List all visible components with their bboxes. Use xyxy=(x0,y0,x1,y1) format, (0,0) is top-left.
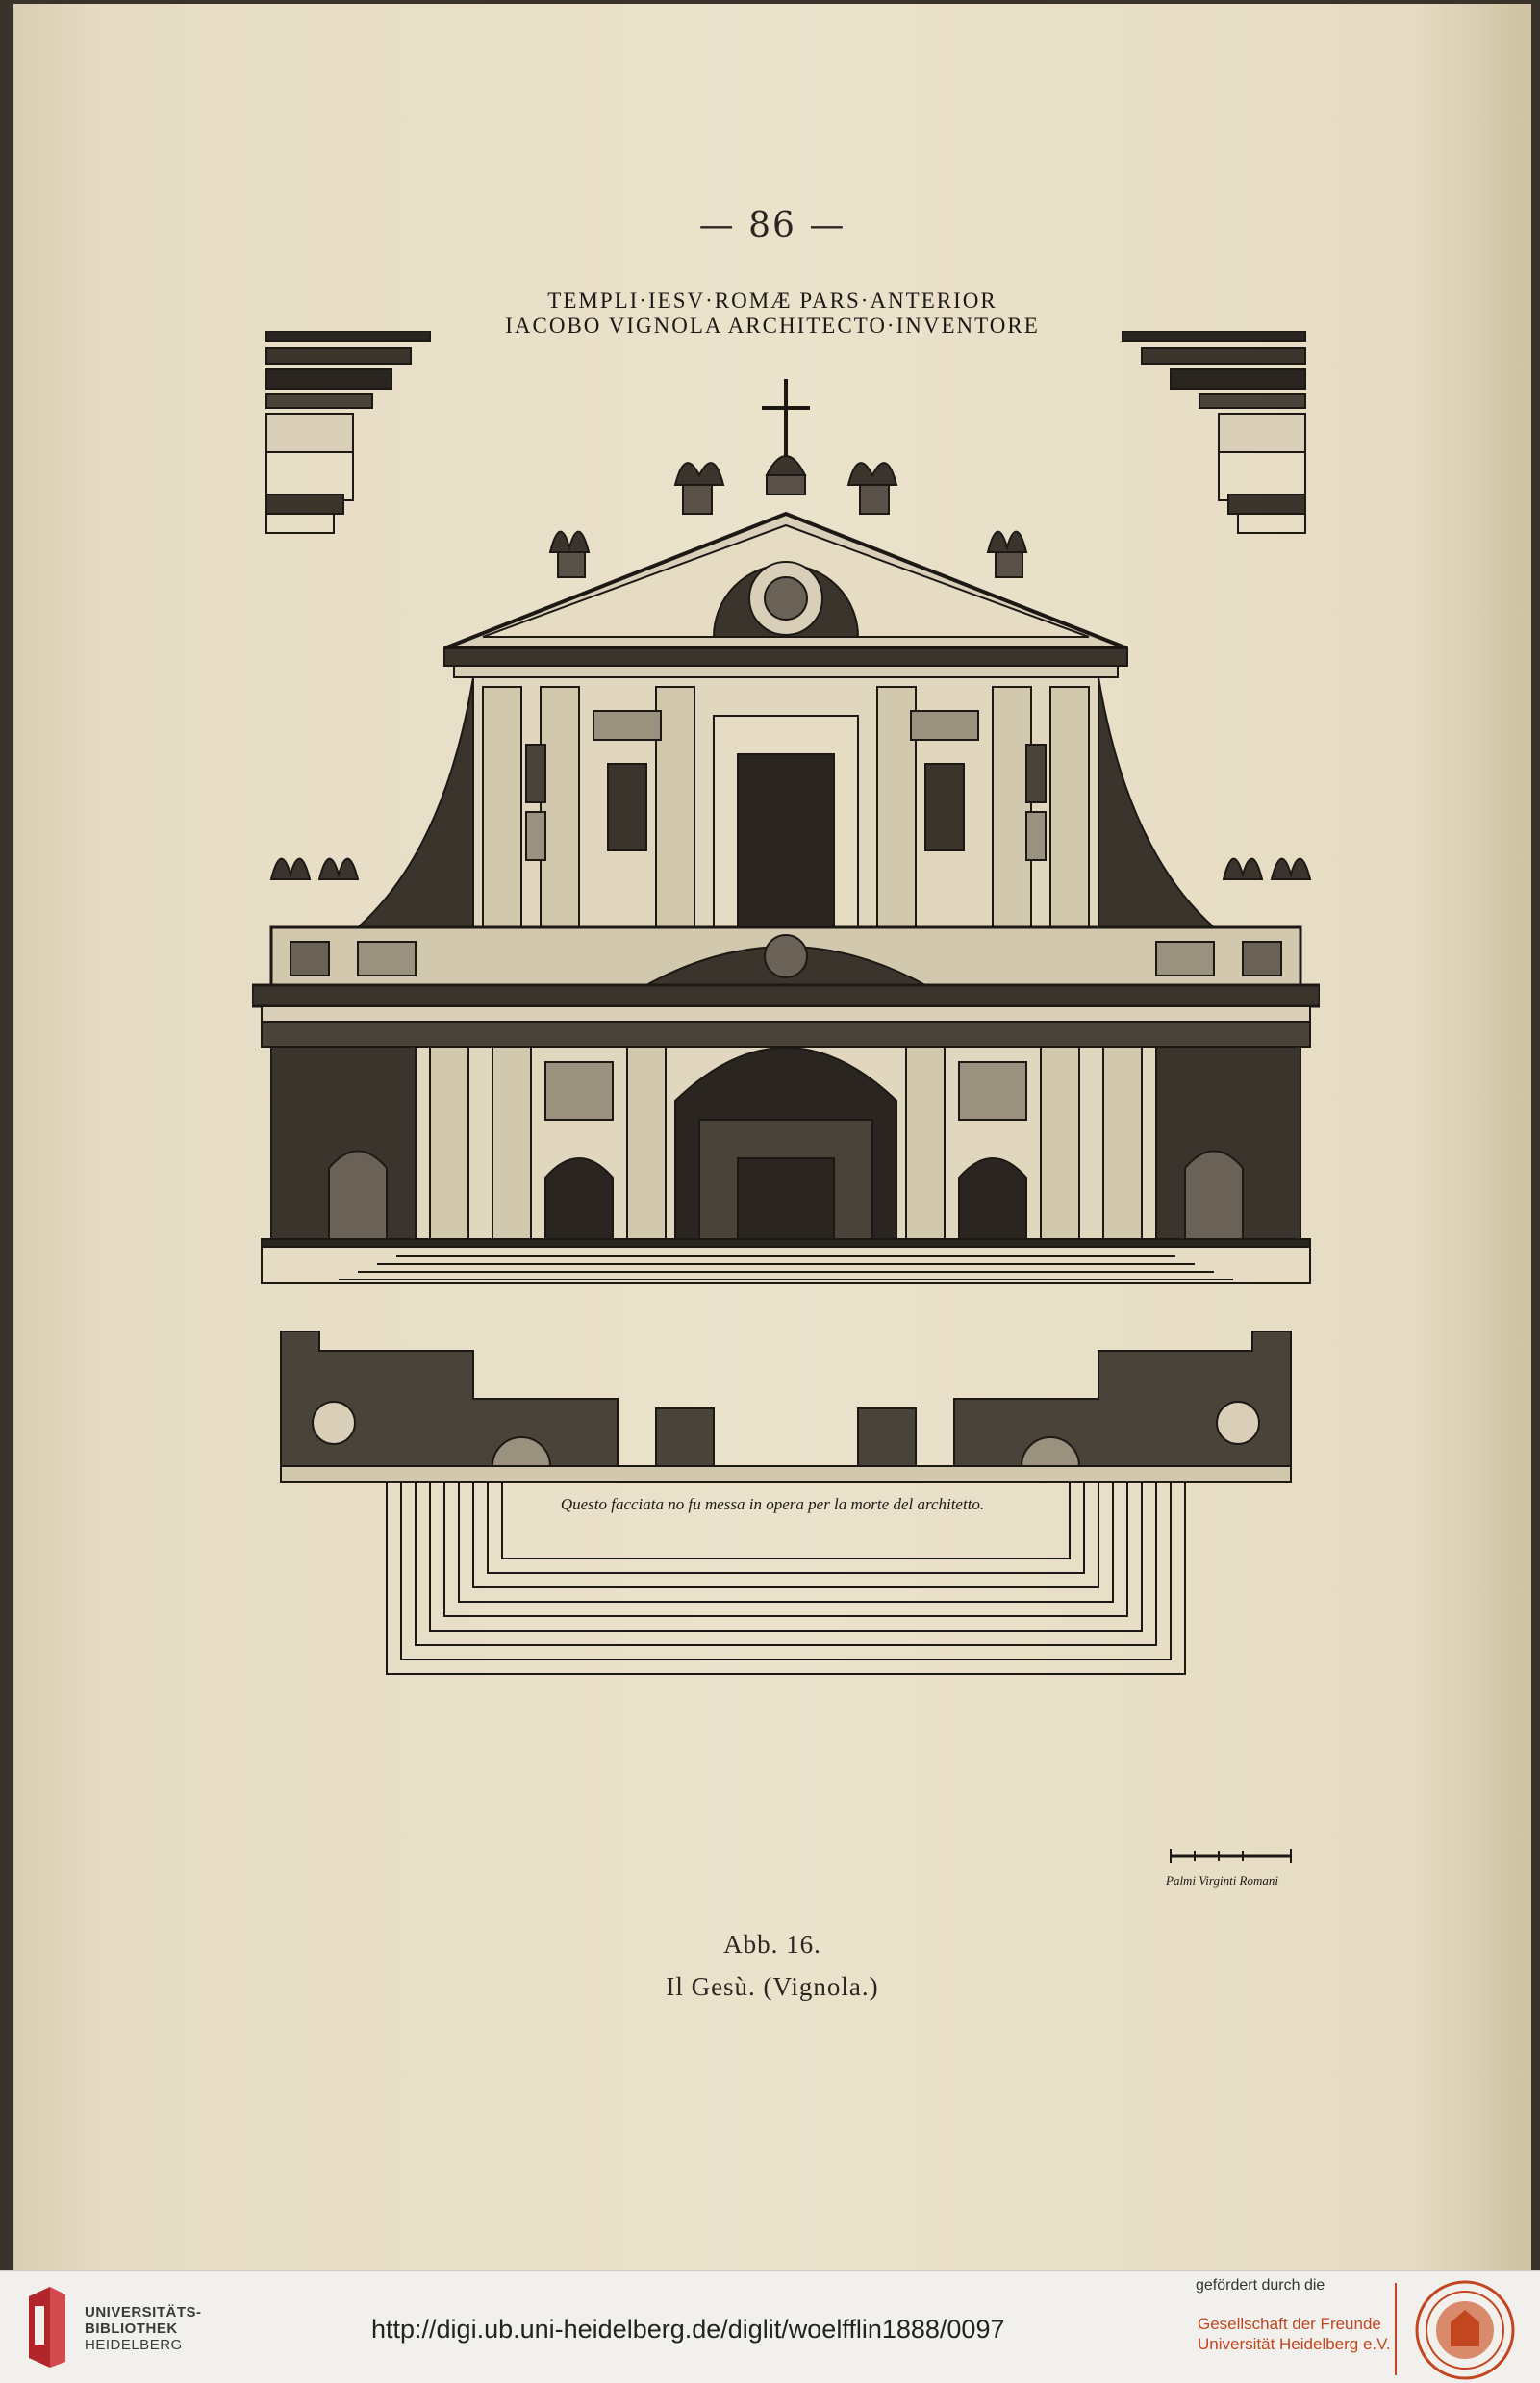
library-name-line3: HEIDELBERG xyxy=(85,2337,183,2353)
library-name-line2: BIBLIOTHEK xyxy=(85,2320,178,2337)
university-seal-icon xyxy=(1414,2279,1516,2381)
library-name-line1: UNIVERSITÄTS- xyxy=(85,2304,202,2320)
engraving-title-line1: TEMPLI·IESV·ROMÆ PARS·ANTERIOR xyxy=(547,289,997,313)
scale-label: Palmi Virginti Romani xyxy=(1166,1873,1278,1888)
footer-divider xyxy=(1395,2283,1397,2375)
lower-order xyxy=(262,1047,1310,1247)
middle-entablature xyxy=(252,927,1320,1047)
book-page xyxy=(13,4,1531,2270)
facade-engraving xyxy=(252,331,1320,1909)
figure-number: Abb. 16. xyxy=(723,1930,821,1959)
society-name-line1: Gesellschaft der Freunde xyxy=(1198,2315,1381,2333)
front-steps xyxy=(262,1247,1310,1283)
library-name xyxy=(85,2304,202,2353)
right-cornice-profile xyxy=(1123,331,1305,533)
plate-note: Questo facciata no fu messa in opera per la morte del architetto. xyxy=(560,1495,985,1513)
upper-order xyxy=(358,677,1214,927)
left-cornice-profile xyxy=(266,331,430,533)
permalink-url[interactable]: http://digi.ub.uni-heidelberg.de/diglit/woelfflin1888/0097 xyxy=(371,2315,1005,2344)
scale-bar xyxy=(1171,1849,1291,1863)
upper-pediment xyxy=(444,514,1127,677)
engraving-title-line2: IACOBO VIGNOLA ARCHITECTO·INVENTORE xyxy=(505,314,1040,338)
sponsor-caption: gefördert durch die xyxy=(1196,2277,1325,2294)
society-name-line2: Universität Heidelberg e.V. xyxy=(1198,2335,1391,2353)
page-number: — 86 — xyxy=(698,206,846,245)
ub-logo-icon xyxy=(21,2287,69,2368)
figure-title: Il Gesù. (Vignola.) xyxy=(666,1972,879,2001)
footer-bar xyxy=(0,2270,1540,2383)
society-name xyxy=(1198,2314,1391,2354)
